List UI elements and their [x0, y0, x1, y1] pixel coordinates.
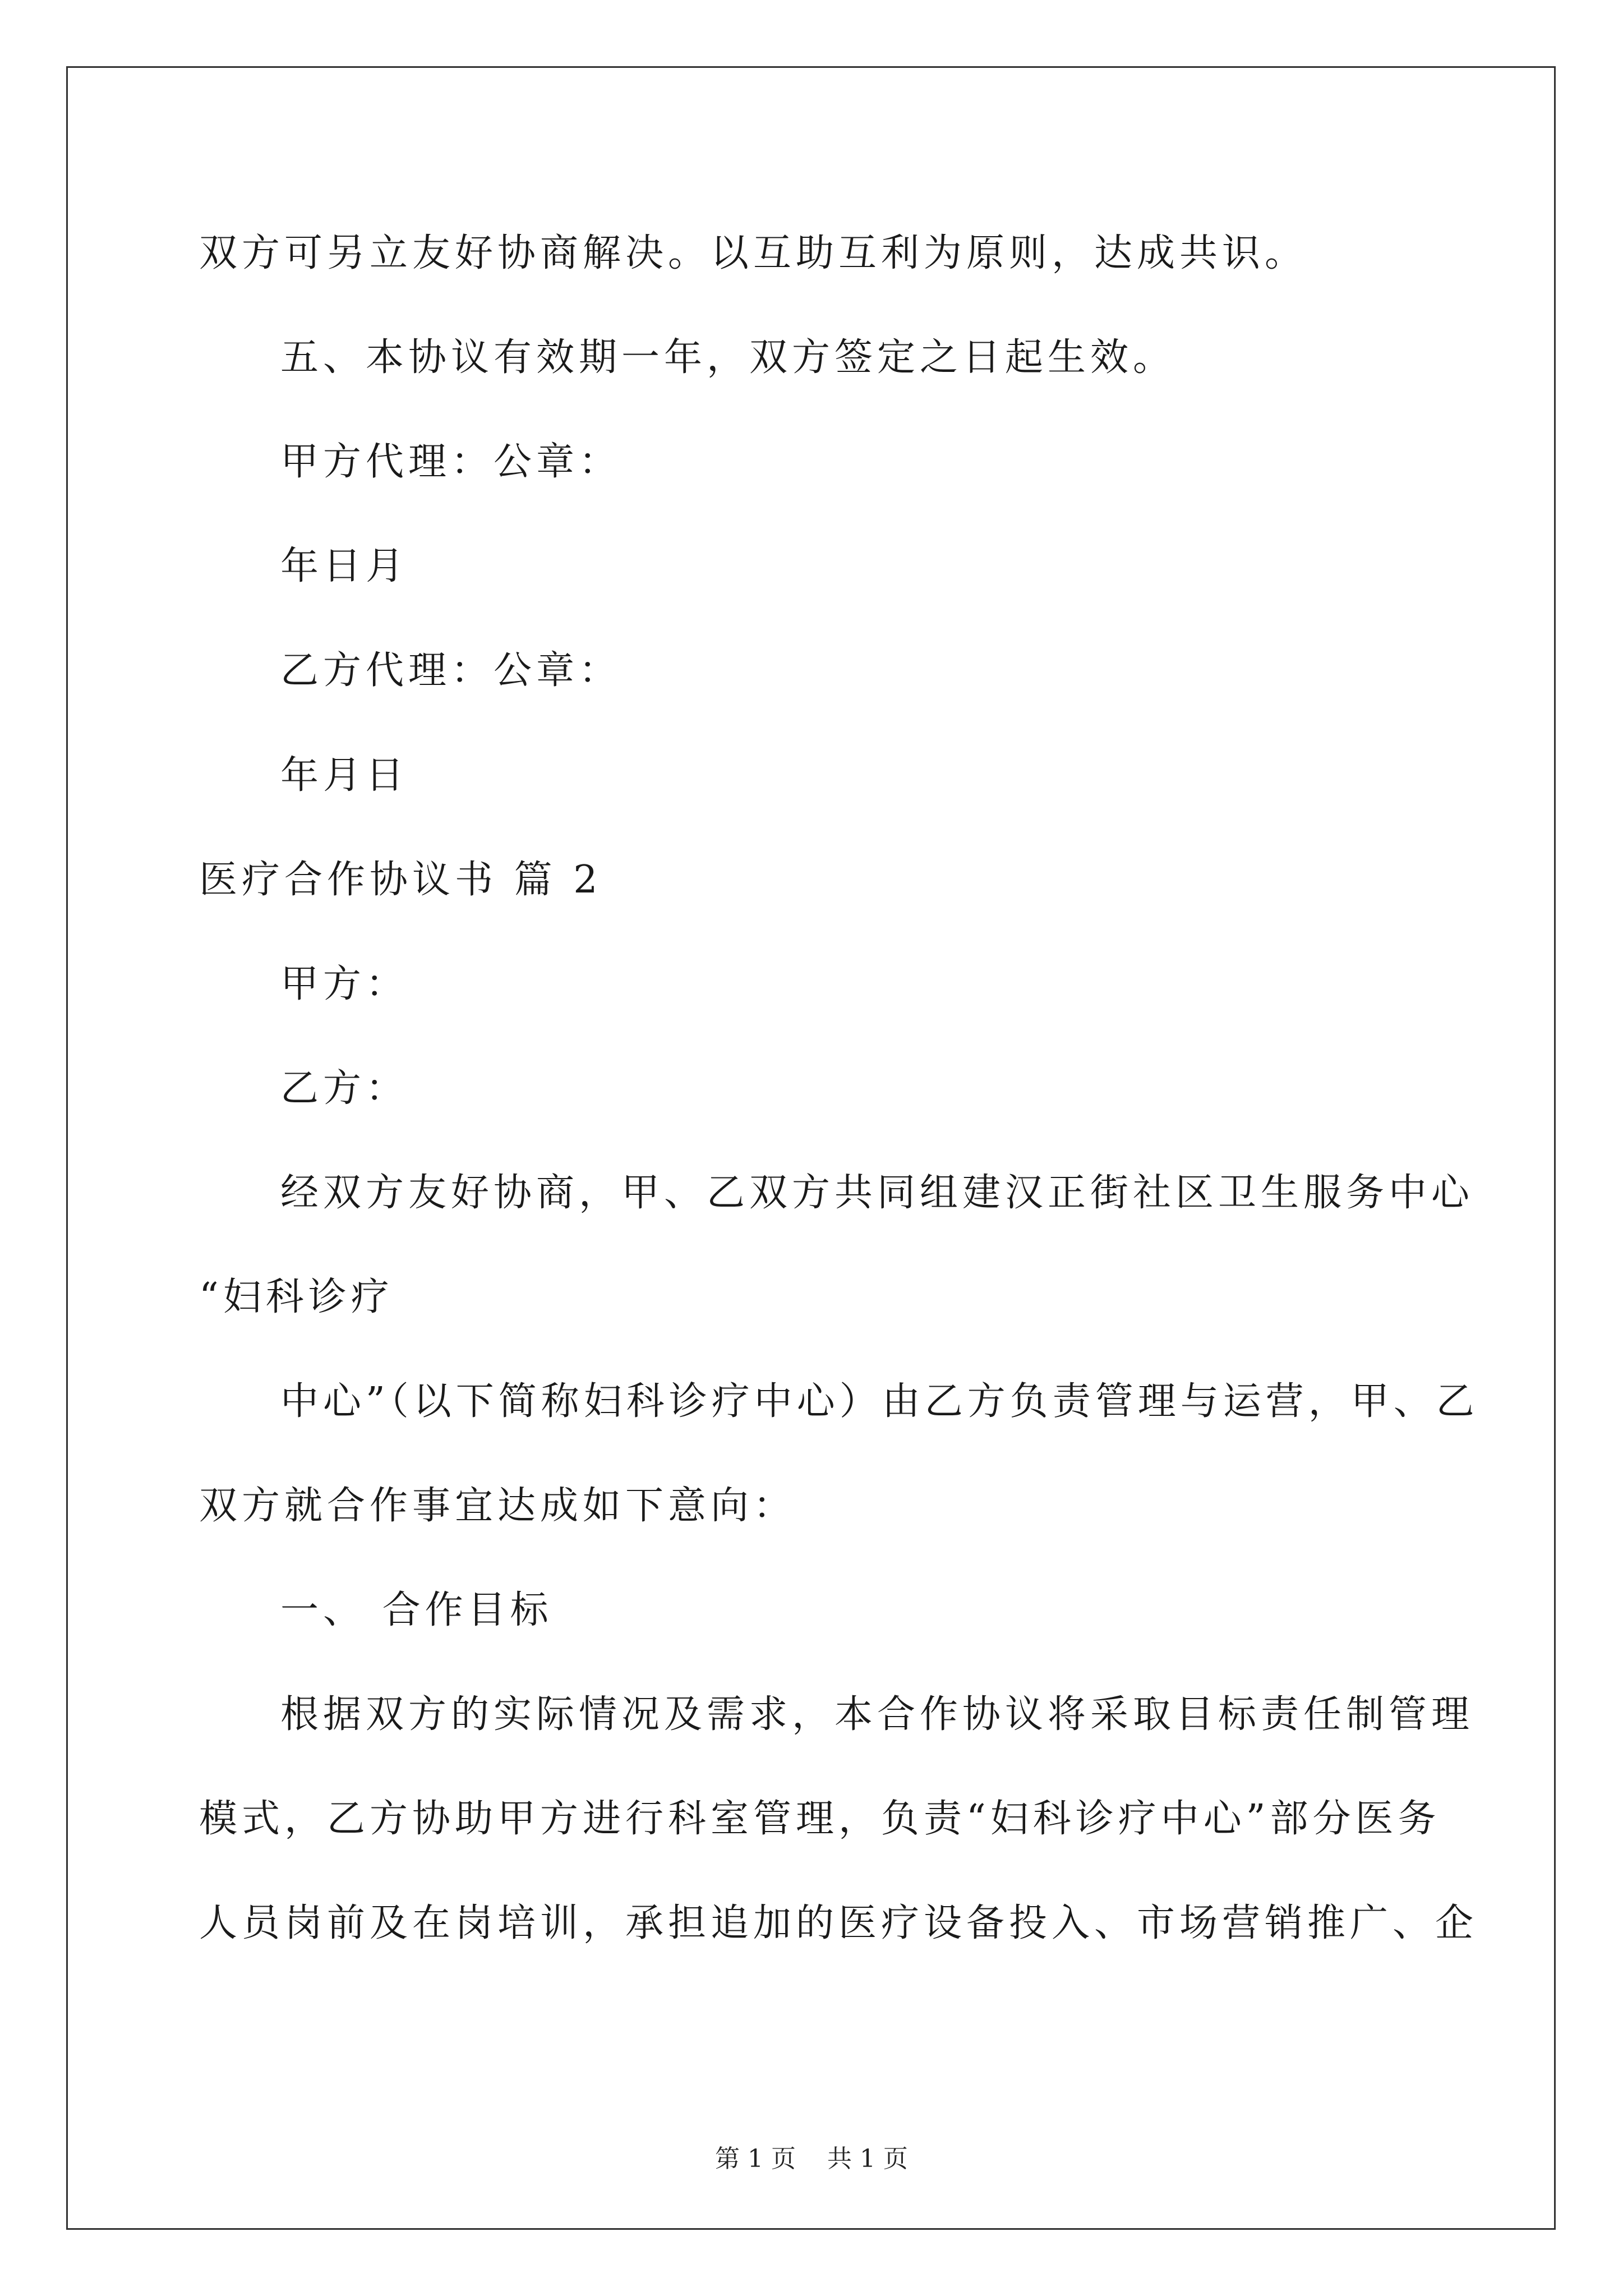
page-footer: 第 1 页 共 1 页: [715, 2145, 908, 2173]
section-heading: 医疗合作协议书 篇 2: [199, 858, 602, 902]
party-line: 甲方：: [280, 962, 409, 1006]
date-line: 年月日: [280, 753, 409, 798]
signature-line: 乙方代理：公章：: [280, 648, 622, 693]
clause-heading: 一、 合作目标: [280, 1588, 553, 1632]
paragraph-line: 双方就合作事宜达成如下意向：: [199, 1484, 796, 1528]
paragraph-line: 五、本协议有效期一年，双方签定之日起生效。: [280, 335, 1176, 380]
date-line: 年日月: [280, 544, 409, 588]
paragraph-line: “妇科诊疗: [199, 1275, 394, 1319]
paragraph-line: 中心”（以下简称妇科诊疗中心）由乙方负责管理与运营，甲、乙: [280, 1379, 1479, 1424]
paragraph-line: 双方可另立友好协商解决。以互助互利为原则，达成共识。: [199, 231, 1308, 275]
signature-line: 甲方代理：公章：: [280, 440, 622, 484]
paragraph-line: 模式，乙方协助甲方进行科室管理，负责“妇科诊疗中心”部分医务: [199, 1797, 1441, 1841]
paragraph-line: 经双方友好协商，甲、乙双方共同组建汉正街社区卫生服务中心: [280, 1171, 1474, 1215]
party-line: 乙方：: [280, 1066, 409, 1111]
paragraph-line: 根据双方的实际情况及需求，本合作协议将采取目标责任制管理: [280, 1692, 1474, 1737]
paragraph-line: 人员岗前及在岗培训，承担追加的医疗设备投入、市场营销推广、企: [199, 1901, 1478, 1945]
